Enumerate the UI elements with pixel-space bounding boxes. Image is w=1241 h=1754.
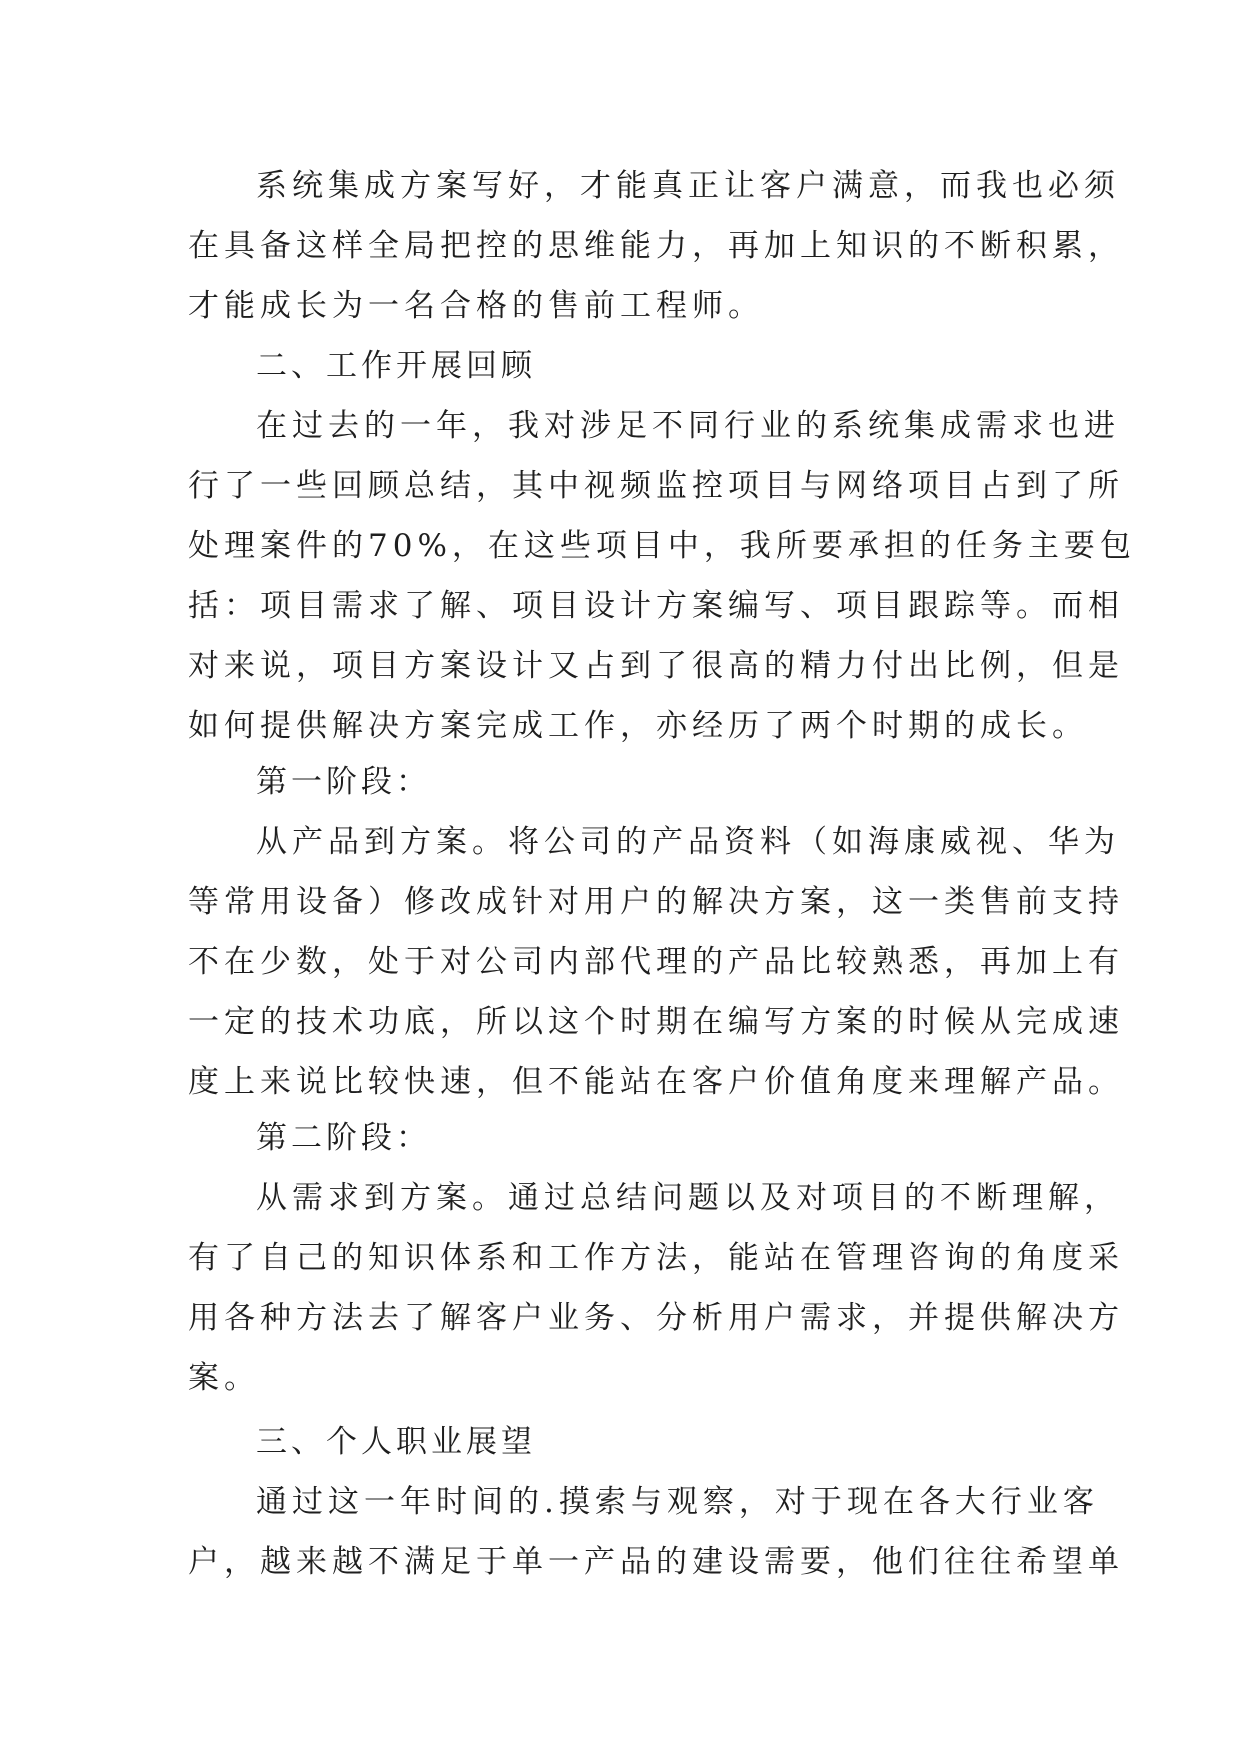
- paragraph-line: 从需求到方案。通过总结问题以及对项目的不断理解，: [256, 1180, 1120, 1216]
- subsection-heading: 第一阶段：: [256, 764, 431, 800]
- paragraph-line: 有了自己的知识体系和工作方法，能站在管理咨询的角度采: [188, 1240, 1124, 1276]
- paragraph-line: 户，越来越不满足于单一产品的建设需要，他们往往希望单: [188, 1544, 1124, 1580]
- section-heading: 二、工作开展回顾: [256, 348, 536, 384]
- paragraph-line: 括：项目需求了解、项目设计方案编写、项目跟踪等。而相: [188, 588, 1124, 624]
- paragraph-line: 才能成长为一名合格的售前工程师。: [188, 288, 764, 324]
- section-heading: 三、个人职业展望: [256, 1424, 536, 1460]
- paragraph-line: 在具备这样全局把控的思维能力，再加上知识的不断积累，: [188, 228, 1124, 264]
- paragraph-line: 通过这一年时间的.摸索与观察，对于现在各大行业客: [256, 1484, 1099, 1520]
- paragraph-line: 案。: [188, 1360, 260, 1396]
- paragraph-line: 等常用设备）修改成针对用户的解决方案，这一类售前支持: [188, 884, 1124, 920]
- paragraph-line: 不在少数，处于对公司内部代理的产品比较熟悉，再加上有: [188, 944, 1124, 980]
- paragraph-line: 如何提供解决方案完成工作，亦经历了两个时期的成长。: [188, 708, 1088, 744]
- paragraph-line: 对来说，项目方案设计又占到了很高的精力付出比例，但是: [188, 648, 1124, 684]
- paragraph-line: 从产品到方案。将公司的产品资料（如海康威视、华为: [256, 824, 1120, 860]
- paragraph-line: 在过去的一年，我对涉足不同行业的系统集成需求也进: [256, 408, 1120, 444]
- paragraph-line: 度上来说比较快速，但不能站在客户价值角度来理解产品。: [188, 1064, 1124, 1100]
- paragraph-line: 行了一些回顾总结，其中视频监控项目与网络项目占到了所: [188, 468, 1124, 504]
- paragraph-line: 系统集成方案写好，才能真正让客户满意，而我也必须: [256, 168, 1120, 204]
- paragraph-line: 一定的技术功底，所以这个时期在编写方案的时候从完成速: [188, 1004, 1124, 1040]
- subsection-heading: 第二阶段：: [256, 1120, 431, 1156]
- paragraph-line: 用各种方法去了解客户业务、分析用户需求，并提供解决方: [188, 1300, 1124, 1336]
- paragraph-line: 处理案件的70%，在这些项目中，我所要承担的任务主要包: [188, 528, 1136, 564]
